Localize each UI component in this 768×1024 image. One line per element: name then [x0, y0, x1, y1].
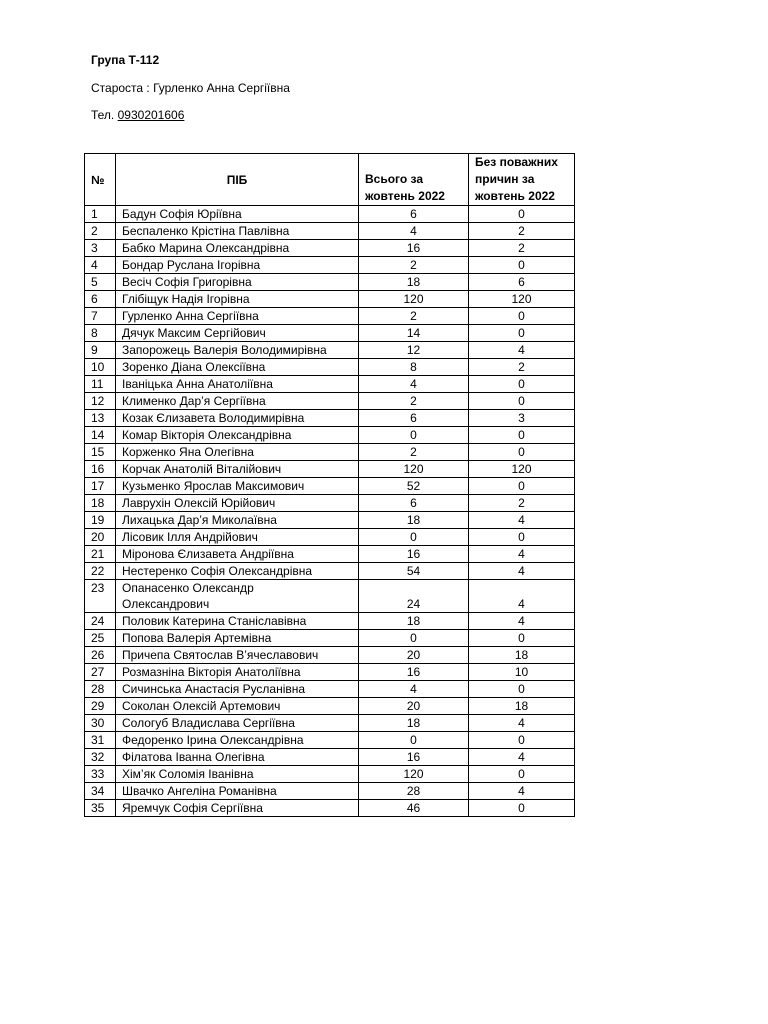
row-number: 18 — [85, 495, 116, 512]
total-hours: 6 — [359, 495, 469, 512]
student-name: Зоренко Діана Олексіївна — [116, 359, 359, 376]
total-hours: 20 — [359, 647, 469, 664]
row-number: 20 — [85, 529, 116, 546]
unexcused-hours: 0 — [469, 257, 575, 274]
row-number: 26 — [85, 647, 116, 664]
unexcused-hours: 6 — [469, 274, 575, 291]
student-name: Комар Вікторія Олександрівна — [116, 427, 359, 444]
unexcused-hours: 0 — [469, 308, 575, 325]
unexcused-hours: 4 — [469, 783, 575, 800]
total-hours: 120 — [359, 291, 469, 308]
table-row — [85, 240, 575, 257]
table-row — [85, 257, 575, 274]
unexcused-hours: 10 — [469, 664, 575, 681]
table-row — [85, 766, 575, 783]
unexcused-hours: 4 — [469, 546, 575, 563]
total-hours: 16 — [359, 240, 469, 257]
student-name: Причепа Святослав В’ячеславович — [116, 647, 359, 664]
unexcused-hours: 0 — [469, 325, 575, 342]
table-row — [85, 732, 575, 749]
student-name: Бондар Руслана Ігорівна — [116, 257, 359, 274]
table-body — [85, 206, 575, 817]
student-name: Міронова Єлизавета Андріївна — [116, 546, 359, 563]
unexcused-hours: 4 — [469, 342, 575, 359]
total-hours: 54 — [359, 563, 469, 580]
total-hours: 120 — [359, 766, 469, 783]
total-hours: 4 — [359, 223, 469, 240]
student-name: Бадун Софія Юріївна — [116, 206, 359, 223]
total-hours: 120 — [359, 461, 469, 478]
unexcused-hours: 0 — [469, 766, 575, 783]
row-number: 6 — [85, 291, 116, 308]
student-name: Яремчук Софія Сергіївна — [116, 800, 359, 817]
student-name: Кузьменко Ярослав Максимович — [116, 478, 359, 495]
student-name: Гурленко Анна Сергіївна — [116, 308, 359, 325]
unexcused-hours: 2 — [469, 359, 575, 376]
row-number: 5 — [85, 274, 116, 291]
table-row — [85, 647, 575, 664]
row-number: 7 — [85, 308, 116, 325]
unexcused-hours: 0 — [469, 800, 575, 817]
row-number: 24 — [85, 613, 116, 630]
column-header-unexcused: Без поважних причин за жовтень 2022 — [469, 154, 575, 206]
row-number: 35 — [85, 800, 116, 817]
total-hours: 52 — [359, 478, 469, 495]
row-number: 17 — [85, 478, 116, 495]
unexcused-hours: 0 — [469, 393, 575, 410]
unexcused-hours: 4 — [469, 512, 575, 529]
total-hours: 18 — [359, 613, 469, 630]
total-hours: 0 — [359, 630, 469, 647]
student-name: Хім’як Соломія Іванівна — [116, 766, 359, 783]
table-row — [85, 529, 575, 546]
table-row — [85, 630, 575, 647]
row-number: 25 — [85, 630, 116, 647]
student-name: Швачко Ангеліна Романівна — [116, 783, 359, 800]
unexcused-hours: 4 — [469, 580, 575, 613]
unexcused-hours: 4 — [469, 613, 575, 630]
total-hours: 18 — [359, 274, 469, 291]
row-number: 34 — [85, 783, 116, 800]
table-row — [85, 291, 575, 308]
table-row — [85, 546, 575, 563]
student-name: Дячук Максим Сергійович — [116, 325, 359, 342]
student-name: Філатова Іванна Олегівна — [116, 749, 359, 766]
row-number: 29 — [85, 698, 116, 715]
student-name: Лаврухін Олексій Юрійович — [116, 495, 359, 512]
table-row — [85, 223, 575, 240]
student-name-line: Олександрович — [122, 597, 210, 611]
student-name: Розмазніна Вікторія Анатоліївна — [116, 664, 359, 681]
unexcused-hours: 2 — [469, 223, 575, 240]
row-number: 16 — [85, 461, 116, 478]
student-name: Половик Катерина Станіславівна — [116, 613, 359, 630]
table-row — [85, 580, 575, 613]
row-number: 15 — [85, 444, 116, 461]
table-row — [85, 512, 575, 529]
total-hours: 4 — [359, 376, 469, 393]
row-number: 32 — [85, 749, 116, 766]
table-row — [85, 783, 575, 800]
table-row — [85, 274, 575, 291]
student-name-line: Опанасенко Олександр — [122, 581, 254, 595]
table-row — [85, 613, 575, 630]
student-name: Весіч Софія Григорівна — [116, 274, 359, 291]
unexcused-hours: 0 — [469, 206, 575, 223]
row-number: 4 — [85, 257, 116, 274]
table-row — [85, 376, 575, 393]
total-hours: 16 — [359, 664, 469, 681]
unexcused-hours: 0 — [469, 529, 575, 546]
row-number: 28 — [85, 681, 116, 698]
total-hours: 16 — [359, 546, 469, 563]
row-number: 27 — [85, 664, 116, 681]
row-number: 9 — [85, 342, 116, 359]
row-number: 12 — [85, 393, 116, 410]
total-hours: 2 — [359, 444, 469, 461]
row-number: 10 — [85, 359, 116, 376]
total-hours: 12 — [359, 342, 469, 359]
total-hours: 18 — [359, 715, 469, 732]
student-name: Запорожець Валерія Володимирівна — [116, 342, 359, 359]
column-header-total: Всього за жовтень 2022 — [359, 154, 469, 206]
table-row — [85, 495, 575, 512]
row-number: 21 — [85, 546, 116, 563]
total-hours: 46 — [359, 800, 469, 817]
unexcused-hours: 0 — [469, 444, 575, 461]
table-row — [85, 563, 575, 580]
student-name: Сологуб Владислава Сергіївна — [116, 715, 359, 732]
phone-number: 0930201606 — [117, 108, 185, 122]
row-number: 2 — [85, 223, 116, 240]
table-row — [85, 749, 575, 766]
total-hours: 2 — [359, 308, 469, 325]
unexcused-hours: 0 — [469, 681, 575, 698]
total-hours: 6 — [359, 410, 469, 427]
table-row — [85, 308, 575, 325]
table-row — [85, 715, 575, 732]
total-hours: 0 — [359, 732, 469, 749]
total-hours: 14 — [359, 325, 469, 342]
column-header-number: № — [85, 154, 116, 206]
unexcused-hours: 0 — [469, 376, 575, 393]
total-hours: 6 — [359, 206, 469, 223]
column-header-name: ПІБ — [116, 154, 359, 206]
unexcused-hours: 4 — [469, 749, 575, 766]
total-hours: 2 — [359, 393, 469, 410]
row-number: 13 — [85, 410, 116, 427]
row-number: 8 — [85, 325, 116, 342]
student-name: Лихацька Дар’я Миколаївна — [116, 512, 359, 529]
table-row — [85, 444, 575, 461]
student-name: Федоренко Ірина Олександрівна — [116, 732, 359, 749]
table-row — [85, 342, 575, 359]
total-hours: 28 — [359, 783, 469, 800]
table-row — [85, 325, 575, 342]
phone-line — [91, 108, 184, 122]
unexcused-hours: 120 — [469, 461, 575, 478]
table-row — [85, 206, 575, 223]
class-monitor: Староста : Гурленко Анна Сергіївна — [91, 81, 290, 95]
table-row — [85, 478, 575, 495]
unexcused-hours: 0 — [469, 732, 575, 749]
student-name: Соколан Олексій Артемович — [116, 698, 359, 715]
student-name: Корженко Яна Олегівна — [116, 444, 359, 461]
student-name: Корчак Анатолій Віталійович — [116, 461, 359, 478]
table-row — [85, 664, 575, 681]
attendance-table — [84, 153, 575, 817]
group-title: Група Т-112 — [91, 53, 160, 67]
table-row — [85, 800, 575, 817]
row-number: 30 — [85, 715, 116, 732]
unexcused-hours: 0 — [469, 478, 575, 495]
student-name: Нестеренко Софія Олександрівна — [116, 563, 359, 580]
table-row — [85, 681, 575, 698]
student-name: Глібіщук Надія Ігорівна — [116, 291, 359, 308]
total-hours: 4 — [359, 681, 469, 698]
total-hours: 2 — [359, 257, 469, 274]
student-name — [116, 580, 359, 613]
student-name: Беспаленко Крістіна Павлівна — [116, 223, 359, 240]
table-row — [85, 359, 575, 376]
total-hours: 18 — [359, 512, 469, 529]
unexcused-hours: 120 — [469, 291, 575, 308]
unexcused-hours: 2 — [469, 240, 575, 257]
student-name: Козак Єлизавета Володимирівна — [116, 410, 359, 427]
table-header-row — [85, 154, 575, 206]
student-name: Іваніцька Анна Анатоліївна — [116, 376, 359, 393]
row-number: 22 — [85, 563, 116, 580]
row-number: 14 — [85, 427, 116, 444]
student-name: Лісовик Ілля Андрійович — [116, 529, 359, 546]
row-number: 33 — [85, 766, 116, 783]
table-row — [85, 427, 575, 444]
total-hours: 24 — [359, 580, 469, 613]
table-row — [85, 393, 575, 410]
total-hours: 20 — [359, 698, 469, 715]
student-name: Бабко Марина Олександрівна — [116, 240, 359, 257]
total-hours: 0 — [359, 529, 469, 546]
row-number: 23 — [85, 580, 116, 613]
unexcused-hours: 18 — [469, 647, 575, 664]
total-hours: 8 — [359, 359, 469, 376]
row-number: 11 — [85, 376, 116, 393]
row-number: 3 — [85, 240, 116, 257]
phone-label: Тел. — [91, 108, 115, 122]
unexcused-hours: 0 — [469, 427, 575, 444]
row-number: 1 — [85, 206, 116, 223]
student-name: Попова Валерія Артемівна — [116, 630, 359, 647]
unexcused-hours: 18 — [469, 698, 575, 715]
table-row — [85, 698, 575, 715]
unexcused-hours: 4 — [469, 715, 575, 732]
table-row — [85, 410, 575, 427]
total-hours: 0 — [359, 427, 469, 444]
unexcused-hours: 2 — [469, 495, 575, 512]
table-row — [85, 461, 575, 478]
student-name: Клименко Дар’я Сергіївна — [116, 393, 359, 410]
unexcused-hours: 3 — [469, 410, 575, 427]
unexcused-hours: 0 — [469, 630, 575, 647]
row-number: 31 — [85, 732, 116, 749]
unexcused-hours: 4 — [469, 563, 575, 580]
total-hours: 16 — [359, 749, 469, 766]
row-number: 19 — [85, 512, 116, 529]
student-name: Сичинська Анастасія Русланівна — [116, 681, 359, 698]
